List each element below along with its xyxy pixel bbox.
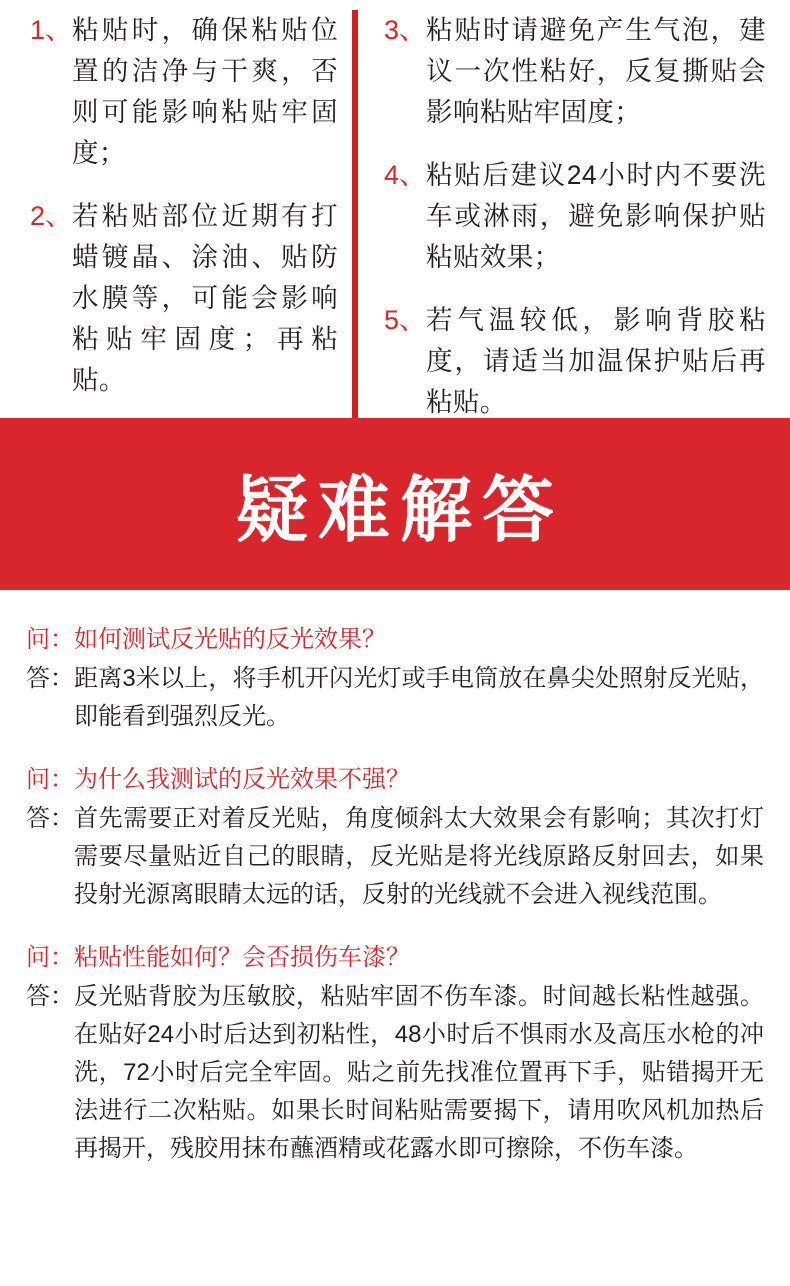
tip-number: 3、: [384, 15, 427, 45]
faq-answer-label: 答：: [26, 983, 74, 1010]
tip-item: [30, 196, 338, 401]
faq-answer-text: 首先需要正对着反光贴，角度倾斜太大效果会有影响；其次打灯需要尽量贴近自己的眼睛，反光贴是将光线原路反射回去，如果投射光源离眼睛太远的话，反射的光线就不会进入视线范围。: [74, 805, 764, 908]
faq-section: [0, 590, 790, 1168]
tips-column-right: [352, 10, 790, 418]
tip-text: 粘贴时请避免产生气泡，建议一次性粘好，反复撕贴会影响粘贴牢固度；: [426, 15, 766, 127]
faq-item: [26, 940, 764, 1168]
faq-answer: [26, 800, 764, 914]
faq-question: 问：粘贴性能如何？会否损伤车漆？: [26, 944, 410, 971]
tip-text: 粘贴时，确保粘贴位置的洁净与干爽，否则可能影响粘贴牢固度；: [72, 15, 338, 168]
faq-answer-text: 反光贴背胶为压敏胶，粘贴牢固不伤车漆。时间越长粘性越强。在贴好24小时后达到初粘性，48小时后不惧雨水及高压水枪的冲洗，72小时后完全牢固。贴之前先找准位置再下手，贴错揭开无法进行二次粘贴。如果长时间粘贴需要揭下，请用吹风机加热后再揭开，残胶用抹布蘸酒精或花露水即可擦除，不伤车漆。: [74, 983, 764, 1162]
faq-answer-text: 距离3米以上，将手机开闪光灯或手电筒放在鼻尖处照射反光贴，即能看到强烈反光。: [74, 665, 764, 730]
faq-item: [26, 762, 764, 914]
tip-number: 2、: [30, 201, 73, 231]
faq-answer: [26, 660, 764, 736]
tip-text: 粘贴后建议24小时内不要洗车或淋雨，避免影响保护贴粘贴效果；: [426, 160, 766, 272]
tip-number: 5、: [384, 305, 427, 335]
tip-item: [384, 300, 766, 423]
faq-answer-label: 答：: [26, 665, 74, 692]
tip-item: [384, 10, 766, 133]
tips-section: [0, 0, 790, 418]
tip-number: 4、: [384, 160, 427, 190]
faq-answer-label: 答：: [26, 805, 74, 832]
tip-text: 若粘贴部位近期有打蜡镀晶、涂油、贴防水膜等，可能会影响粘贴牢固度；再粘贴。: [72, 201, 338, 395]
faq-question: 问：如何测试反光贴的反光效果？: [26, 626, 386, 653]
section-banner: [0, 418, 790, 590]
tip-item: [30, 10, 338, 174]
banner-title: 疑难解答: [235, 468, 564, 552]
tip-number: 1、: [30, 15, 73, 45]
faq-question: 问：为什么我测试的反光效果不强？: [26, 766, 410, 793]
faq-item: [26, 622, 764, 736]
faq-answer: [26, 978, 764, 1168]
tip-text: 若气温较低，影响背胶粘度，请适当加温保护贴后再粘贴。: [426, 305, 766, 417]
tip-item: [384, 155, 766, 278]
tips-column-left: [0, 10, 352, 418]
